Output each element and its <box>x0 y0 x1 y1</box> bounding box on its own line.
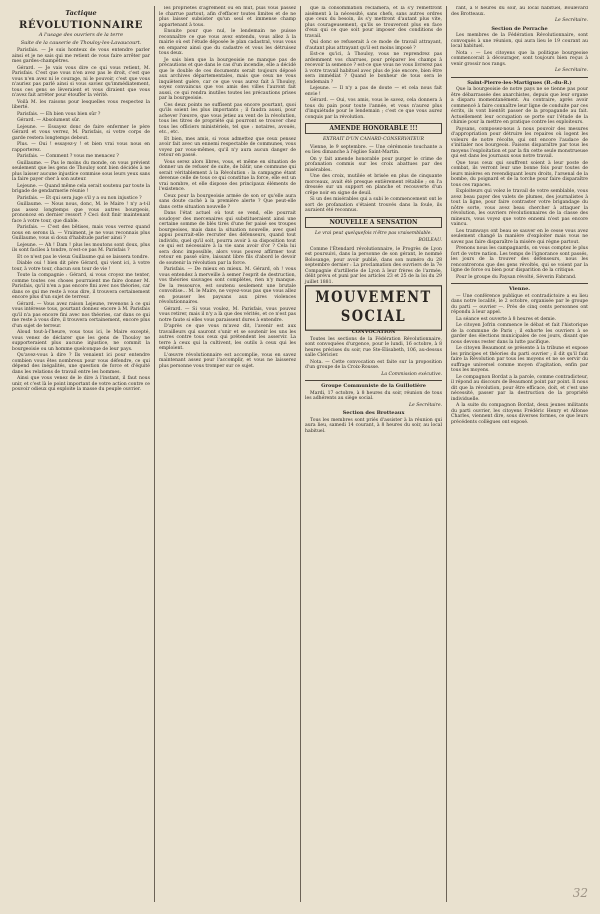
paragraph: Une des croix, mutilée et brisée en plus de cinquante morceaux, avait été presque entièrement rétablie ; on l'a dressée sur un support en planche et recouverte d'un crêpe noir en signe de deuil. <box>305 174 442 196</box>
column-4 <box>446 6 592 902</box>
place-heading: Saint-Pierre-les-Martigues (B.-du-R.) <box>467 79 572 86</box>
paragraph: Ces deux points ne suffisent pas encore pourtant, quoi qu'ils soient les plus importants ; il faudra aussi, pour achever l'œuvre, que vous jetiez au vent de la révolution, tous les titres de propriété qui pourront se trouver chez tous les officiers ministériels, tel que : notaires, avoués, etc., etc. <box>159 102 296 135</box>
paragraph: La séance est ouverte à 8 heures et demie. <box>456 316 557 322</box>
paragraph: rant, à 8 heures du soir, au local habituel, Boulevard des Brotteaux. <box>451 6 588 17</box>
article-title: RÉVOLUTIONNAIRE <box>19 20 143 31</box>
paragraph: Ensuite pour que nul, le lendemain ne puisse reconnaître ce que vous avez entendu, vous allez à la mairie où est l'étude déposée le plan cadastral, vous vous en emparez ainsi que du cadastre et vous les détruisez tous deux. <box>159 29 296 56</box>
paragraph: Que la bourgeoisie de notre pays ne se tienne pas pour être débarrassée des anarchistes, depuis que leur organe a disparu momentanément. Au contraire, après avoir commencé à faire connaître leur ligne de conduite par ces écrits, ils vont bientôt passer de la propagande au fait. Actuellement leur occupation se porte sur l'étude de la chimie pour la mettre en pratique contre les exploiteurs. <box>451 87 588 125</box>
paragraph: Lejeune. — Quand même cela serait soutenu par toute la brigade de gendarmerie réunie ! <box>12 183 150 194</box>
mouvement-social-masthead: MOUVEMENT SOCIAL <box>305 285 442 331</box>
paragraph: Tous les membres sont priés d'assister à la réunion qui aura lieu, samedi 14 courant, à 8 heures du soir, au local habituel. <box>305 417 442 434</box>
column-2 <box>154 6 300 902</box>
paragraph: Exploiteurs qui volez le travail de votre semblable, vous avez beau payer des valets de plumes, des journalistes à tout la ligne, pour faire contraster votre brigandage du nôtre sorte, vous avez beau chercher à attaquer la révolution, les ouvriers révolutionnaires de la classe des mineurs, vous voyez que votre ennemi n'est pas encore vaincu. <box>451 189 588 227</box>
paragraph: Ceux pour la bourgeoisie armée de son or qu'elle aura sans doute caché à la première alerte ? Que peut-elle dans cette situation nouvelle ? <box>159 193 296 210</box>
divider <box>305 380 442 381</box>
paragraph: Parisfais. — C'est des bêtises, mais vous verrez quand nous en serons là. — Vraiment, je ne vous reconnais plus Guillaume, vous si doux d'habitude parler ainsi ? <box>12 225 150 241</box>
divider <box>451 283 588 284</box>
paragraph: Paysans, composez-nous à nous pouvoir des mesures d'appropriation pour détruire les repaires où logent les voleurs de notre récolte, qui ont encore l'audace de s'initialer nos bourgeois. Faisons disparaître par tous les moyens l'exploitation et par la fin cette seule monstrueuse qui est dans les journaux sous notre travail. <box>451 126 588 159</box>
paragraph: Est-ce qu'ici, à Thouloy, vous ne reprendrez pas ardemment vos charrues, pour préparer les champs à recevoir la semence ? est-ce que vous ne vous livrerez pas à votre travail habituel avec plus de joie encore, bien être sera immédiat ? Quand le bonheur de tous sera le lendemain ? <box>305 52 442 85</box>
paragraph: Lejeune. — Ah ! Dam ! plus les moutons sont doux, plus ils sont faciles à tondre, n'est-ce pas M. Parisfais ? <box>12 242 150 253</box>
paragraph: Parisfais. — Je suis honteux de vous entendre parler ainsi et je ne sais qui me retient de vous faire arrêter par mes gardes-champêtres. <box>12 48 150 64</box>
paragraph: D'après ce que vous m'avez dit, l'avenir est aux travailleurs qui sauront s'unir et se soutenir les uns les autres contre tous ceux qui prétendent les asservir. La terre à ceux qui la cultivent, les outils à ceux qui les emploient. <box>159 324 296 351</box>
paragraph: Lejeune. — Essayez donc de faire enfermer le père Gérard et vous verrez, M. Parisfais, si votre corps de garde restera longtemps debout. <box>12 124 150 141</box>
paragraph: Voilà M. les raisons pour lesquelles vous respectez la liberté. <box>12 99 150 110</box>
epigraph: Le vrai peut quelquefois n'être pas vraisemblable. <box>315 230 432 236</box>
paragraph: Parisfais. — De mieux en mieux. M. Gérard, oh ! vous vous entendez à merveille à semer l'esprit de destruction, vos théories sauvages sont complètes, rien n'y manque. De la ressource, est soutenu seulement une brutale convoitise... M. le Maire, ne voyez-vous pas que vous allez en pousser les paysans aux pires violences révolutionnaires. <box>159 267 296 305</box>
paragraph: Toutes les sections de la Fédération Révolutionnaire, sont convoquées d'urgence, pour le lundi, 16 octobre, à 8 heures précises du soir, rue Ste-Elisabeth, 106, au-dessus salle Cléricier. <box>305 336 442 358</box>
epigraph-author: BOILEAU. <box>418 238 442 243</box>
paragraph: Parisfais. — Eh bien vous bien sûr ? <box>17 111 101 117</box>
amende-honorable-source: EXTRAIT D'UN CANARD-CONSERVATEUR <box>323 137 424 142</box>
paragraph: Pour le groupe du Paysan révolté, Séverin Fabrand. <box>456 274 577 280</box>
paragraph: Parisfais. — Comment ? vous me menacez ? <box>17 154 119 159</box>
divider <box>451 77 588 78</box>
paragraph: Gérard. — Vous avez raison Lejeune, revenons à ce qui vous intéresse tous, pourtant donnez encore à M. Parisfais qu'il n'a pas encore fini avec nos théories, car dans ce qui me reste à vous dire, il trouvera certainement, encore plus d'un sujet de terreur. <box>12 301 150 329</box>
paragraph: Et ce n'est pas le vieux Guillaume qui se laissera tondre. <box>17 254 149 260</box>
paragraph: Qui donc se refuserait à ce mode de travail attrayant, d'autant plus attrayant qu'il est moins imposé ? <box>305 40 442 51</box>
paragraph: L'œuvre révolutionnaire est accomplie, vous en savez maintenant assez pour l'accomplir, et vous ne laisserez plus personne vous tromper sur ce sujet. <box>159 352 296 369</box>
paragraph: Dans l'état actuel où tout se vend, elle pourrait soudoyer des mercenaires qui substitueraient ainsi une certaine somme de blés tirés d'une fer paisé ses troupes bourgeoises, mais dans la situation nouvelle, avec quel appui pourrait-elle recruter des défenseurs, quand tout individu, quel qu'il soit, pourra avoir à sa disposition tout ce qui est nécessaire à la vie sans avoir d'or ? Cela lui sera donc impossible, alors vous pouvez affirmer tout retour en passé sûre, laissant libre fils d'abord le devoir de soutenir la révolution par la force. <box>159 211 296 266</box>
paragraph: Je sais bien que la bourgeoisie ne manque pas de précautions et que dans le cas d'un incendie, elle a décidé que le double de ces documents serait toujours déposé aux archives départementales, mais que ceux ne vous inquiètent guère, car ce que vous aurez fait à Thouloy, soyez convaincus que vos amis des villes l'auront fait aussi, ce qui rendra inutiles toutes les précautions prises par la bourgeoisie. <box>159 57 296 101</box>
article-kicker: Tactique <box>65 9 97 17</box>
paragraph: Nota. — Cette convocation est faite sur la proposition d'un groupe de la Croix-Rousse. <box>305 359 442 370</box>
article-continuation: Suite de la causerie de Thouloy-les-Lavaucourt. <box>20 39 142 46</box>
column-1 <box>8 6 154 902</box>
paragraph: Plus. — Oui ! essayez-y ! et bien vrai vous nous en rapporterez. <box>12 142 150 153</box>
paragraph: Aloud tout-à-l'heure, vous tous ici, le Maire excepté, vous venez de déclarer que les gens de Thouloy ne supporteraient plus aucune injustice, ne commit la bourgeoisie ou un homme quelconque de leur pays. <box>12 330 150 352</box>
paragraph: Si un des misérables qui a subi le commencement ont le sort de profanation s'étaient trouvés dans la foule, ils auraient été reconnus. <box>305 197 442 213</box>
signature: Le Secrétaire. <box>554 18 588 23</box>
signature: Le Secrétaire. <box>554 68 588 73</box>
signature: Le Secrétaire. <box>408 402 442 408</box>
paragraph: Ainsi que vous venez de le dire à l'instant, il faut nous unir, et c'est là le point important de votre action contre ce pouvoir odieux qui exploite la masse du peuple ouvrier. <box>12 376 150 392</box>
paragraph: Vienne, le 9 septembre. — Une cérémonie touchante a eu lieu dimanche à l'église Saint-Martin. <box>305 144 442 155</box>
brotteaux-section-heading: Section des Brotteaux <box>342 410 405 416</box>
signature: La Commission exécutive. <box>381 371 442 377</box>
paragraph: Les tramways ont beau se sauver en le cesse vous avez seulement changé la manière d'exploiter mais vous ne savez pas faire disparaître la misère qui règne partout. <box>451 228 588 245</box>
article-body <box>12 48 150 393</box>
paragraph: Que tous ceux qui souffrent soient à leur poste de combat, ils verront leur une bonne fois pour toutes de leurs misères en revendiquant leurs droits, l'arsenal de la bombe, du poignard et de la torche pour faire disparaître tous ces rapaces. <box>451 160 588 188</box>
paragraph: Le compagnon Bordat a la parole, comme contradicteur, il répond au discours de Beaumont point par point. Il nous dit que la révolution, pour être efficace, doit, et c'est une nécessité, passer par la destruction de la propriété individuelle. <box>451 374 588 402</box>
paragraph: — Une conférence publique et contradictoire a eu lieu dans notre localité, le 2 octobre, organisée par le groupe du parti — ouvrier —. Près de cinq cents personnes ont répondu à leur appel. <box>451 293 588 315</box>
vienne-heading: Vienne. <box>508 286 531 292</box>
convocation-heading: CONVOCATION <box>351 329 396 335</box>
paragraph: Lejeune. — Il n'y a pas de doute — et cela nous fait envie ! <box>305 86 442 97</box>
paragraph: Prenons nous les campagnards, on vous comptez le plus fort de votre nation. Les temps de l'ignorance sont passés, les jours de la trouver des défenseurs, nous les rencontrerons que des gens révoltés, qui se voient par la ligne de force ou bien pour disparition de la critique. <box>451 246 588 273</box>
paragraph: Nota : — Les citoyens que la politique bourgeoise commencerait à décourager, sont toujours bien reçus à venir grossir nos rangs. <box>451 50 588 67</box>
paragraph: Parisfais. — Et qui sera juge s'il y a ou non injustice ? <box>17 195 142 201</box>
page-number: 32 <box>572 886 588 900</box>
paragraph: Guillaume. — Nous nous, donc, M. le Maire ! n'y a-t-il pas assez longtemps que vous autres bourgeois, prononcez en dernier ressort ? Ceci doit finir maintenant face à votre tour, que diable. <box>12 202 150 224</box>
paragraph: Les membres de la Fédération Révolutionnaire, sont convoqués à une réunion, qui aura lieu le 19 courant au local habituel. <box>451 33 588 49</box>
paragraph: Comme l'Étendard révolutionnaire, le Progrès de Lyon est poursuivi, dans la personne de son gérant, le nommé Bolosange, pour avoir publié, dans son numéro du 28 septembre dernier : La proclamation des ouvriers de la 7e Compagnie d'artillerie de Lyon à leur frères de l'armée, délit prévu et puni par les articles 23 et 25 de la loi du 29 juillet 1881. <box>305 246 442 285</box>
paragraph: Mardi, 17 octobre, à 8 heures du soir, réunion de tous les adhérents au siège social. <box>305 390 442 401</box>
newspaper-page <box>8 6 592 902</box>
paragraph: Toute la compagnie : Gérard, si vous croyez me tenter, comme toutes ces choses pourraient me faire donner M. Parisfais, qu'il n'en a pas encore fini avec nos théories, car dans ce qui me reste à vous dire, il trouvera certainement encore plus d'un sujet de terreur. <box>12 273 150 300</box>
perrache-section-heading: Section de Perrache <box>491 25 548 32</box>
paragraph: Guillaume. — Pas le moins du monde, on vous prévient seulement que les gens de Thouloy sont bien décidés à ne plus laisser aucune injustice commise sous leurs yeux sans la faire payer cher à son auteur. <box>12 160 150 182</box>
paragraph: A la suite du compagnon Bordat, deux jeunes militants du parti ouvrier, les citoyens Frédéric Henry et Alfonse Charles, viennent dire, sous diverses formes, ce que leurs précédents collègues ont exposé. <box>451 403 588 425</box>
paragraph: Gérard. — Oui, vos amis, vous le savez, cela donnera à tous du pain pour toute l'année, et vous n'aurez plus d'inquiétude pour le lendemain ; c'est ce que vous aurez conquis par la révolution. <box>305 98 442 120</box>
paragraph: Diable oui ! bien dit père Gérard, qui vient ici, à votre tour, à votre tour, chacun son tour de vie ! <box>12 261 150 272</box>
paragraph: Le citoyen Jofrin commence le débat et fait l'historique de la commune de Paris ; il exhorte les ouvriers à se garder des élections municipales de ces jours, disant que nous devons rester dans la lutte pacifique. <box>451 323 588 345</box>
paragraph: Gérard. — Si vous voulez, M. Parisfais, vous pouvez vous retirer, mais il n'y a là que des vérités, et ce n'est pas notre faute si elles vous paraissent dures à entendre. <box>159 306 296 323</box>
article-subtitle: A l'usage des ouvriers de la terre <box>38 32 124 38</box>
paragraph: Gérard. — Je vais vous dire ce qui vous retient, M. Parisfais. C'est que vous n'en avez pas le droit, c'est que vous n'en avez ni le courage, ni le pouvoir, c'est que vous n'auriez pas parlé ainsi si vous saviez qu'immédiatement, tous ces gens se lèveraient et vous diraient que vous n'avez fait arrêter pour étouffer la vérité. <box>12 65 150 98</box>
guillotiere-group-heading: Groupe Communiste de la Guillotière <box>321 383 426 389</box>
paragraph: Qu'avez-vous à dire ? Ils venaient ici pour entendre combien vous êtes nombreux pour vous défendre, ce qui dépend des inégalités, une question de force et d'équité dans les relations de travail entre les hommes. <box>12 353 150 375</box>
paragraph: Vous serez alors libres, vous, et même en situation de donner un de refuser de suite, de bâtir, une commune qui serait véritablement à la Révolution : la campagne étant devenue celle de tous ce qui constitue la force, elle est un vrai nombre, et elle dispose des principaux éléments de l'existence. <box>159 159 296 192</box>
nouvelle-sensation-heading: NOUVELLE A SENSATION <box>305 217 442 228</box>
paragraph: Et bien, mes amis, si vous admettez que ceux pensez avoir fait avec un ennemi respectable de communes, vous voyez par vous-mêmes, qu'il n'y aura aucun danger de retour en passé. <box>159 136 296 158</box>
paragraph: les propriétés d'agrément ou en mut, puis vous passez le charrue partout, afin d'effacer toutes limites et de ne plus laisser subsister qu'un seul et immense champ appartenant à tous. <box>159 6 296 28</box>
paragraph: que la consommation réclamera, et là s'y remettront aisément à la nécessité, sans chefs, sans autres ordres que ceux du besoin, ils s'y mettront d'autant plus vite, plus courageusement, qu'ils se trouveront plus en face d'eux qui ce que soit pour imposer des conditions de travail. <box>305 6 442 39</box>
amende-honorable-heading: AMENDE HONORABLE !!! <box>305 123 442 134</box>
paragraph: Le citoyen Beaumont se présente à la tribune et expose les principes et théories du parti ouvrier ; il dit qu'il faut faire la Révolution par tous les moyens et ne se servir du suffrage universel comme moyen d'agitation, enfin par tous les moyens. <box>451 346 588 373</box>
column-3 <box>300 6 446 902</box>
paragraph: Gérard. — Absolument sûr. <box>17 118 81 123</box>
paragraph: On y fait amende honorable pour purger le crime de profanation commis sur les croix abattues par des misérables. <box>305 156 442 173</box>
